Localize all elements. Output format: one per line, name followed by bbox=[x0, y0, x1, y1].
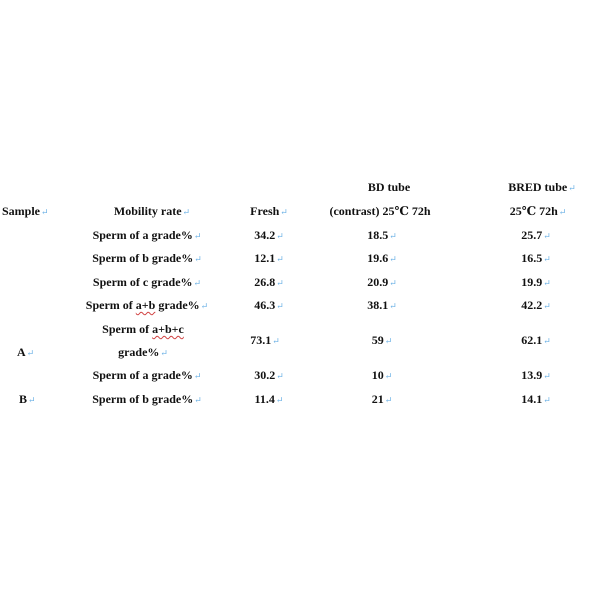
paragraph-mark-icon: ↵ bbox=[389, 254, 397, 264]
row-label: Sperm of a+b grade%↵ bbox=[85, 298, 209, 312]
row-label: Sperm of b grade%↵ bbox=[92, 392, 202, 406]
paragraph-mark-icon: ↵ bbox=[543, 336, 551, 346]
row-label-line2: grade%↵ bbox=[118, 345, 168, 359]
cell-fresh: 46.3↵ bbox=[254, 298, 284, 312]
paragraph-mark-icon: ↵ bbox=[272, 336, 280, 346]
paragraph-mark-icon: ↵ bbox=[276, 301, 284, 311]
paragraph-mark-icon: ↵ bbox=[41, 207, 49, 217]
paragraph-mark-icon: ↵ bbox=[276, 231, 284, 241]
row-label-line1: Sperm of a+b+c bbox=[102, 322, 184, 336]
cell-bred: 16.5↵ bbox=[521, 251, 551, 265]
paragraph-mark-icon: ↵ bbox=[568, 183, 576, 193]
header-bd-conditions: (contrast) 25℃ 72h bbox=[329, 204, 431, 218]
cell-bd: 38.1↵ bbox=[367, 298, 397, 312]
sample-label-b: B↵ bbox=[19, 392, 36, 406]
cell-bred: 25.7↵ bbox=[521, 228, 551, 242]
paragraph-mark-icon: ↵ bbox=[276, 254, 284, 264]
paragraph-mark-icon: ↵ bbox=[193, 371, 202, 381]
row-label: Sperm of a grade%↵ bbox=[92, 368, 202, 382]
cell-bred: 42.2↵ bbox=[521, 298, 551, 312]
cell-fresh: 26.8↵ bbox=[254, 275, 284, 289]
paragraph-mark-icon: ↵ bbox=[193, 231, 202, 241]
sample-label-a: A↵ bbox=[17, 345, 35, 359]
cell-fresh: 73.1↵ bbox=[250, 333, 280, 347]
cell-fresh: 30.2↵ bbox=[254, 368, 284, 382]
cell-fresh: 34.2↵ bbox=[254, 228, 284, 242]
cell-bd: 21↵ bbox=[371, 392, 393, 406]
header-sample: Sample↵ bbox=[2, 204, 49, 218]
paragraph-mark-icon: ↵ bbox=[276, 371, 284, 381]
paragraph-mark-icon: ↵ bbox=[194, 254, 202, 264]
paragraph-mark-icon: ↵ bbox=[543, 371, 551, 381]
cell-bd: 19.6↵ bbox=[367, 251, 397, 265]
cell-bd: 18.5↵ bbox=[367, 228, 397, 242]
paragraph-mark-icon: ↵ bbox=[160, 348, 168, 358]
header-bd-tube: BD tube bbox=[367, 180, 411, 194]
paragraph-mark-icon: ↵ bbox=[193, 278, 202, 288]
paragraph-mark-icon: ↵ bbox=[543, 254, 551, 264]
cell-fresh: 12.1↵ bbox=[254, 251, 284, 265]
paragraph-mark-icon: ↵ bbox=[276, 278, 284, 288]
paragraph-mark-icon: ↵ bbox=[28, 395, 36, 405]
row-label: Sperm of b grade%↵ bbox=[92, 251, 202, 265]
row-label: Sperm of c grade%↵ bbox=[92, 275, 202, 289]
paragraph-mark-icon: ↵ bbox=[384, 395, 393, 405]
cell-bred: 62.1↵ bbox=[521, 333, 551, 347]
paragraph-mark-icon: ↵ bbox=[275, 395, 284, 405]
row-label: Sperm of a grade%↵ bbox=[92, 228, 202, 242]
cell-bd: 59↵ bbox=[371, 333, 393, 347]
paragraph-mark-icon: ↵ bbox=[384, 336, 393, 346]
paragraph-mark-icon: ↵ bbox=[543, 395, 551, 405]
cell-bred: 13.9↵ bbox=[521, 368, 551, 382]
paragraph-mark-icon: ↵ bbox=[280, 207, 288, 217]
header-mobility-rate: Mobility rate↵ bbox=[113, 204, 191, 218]
paragraph-mark-icon: ↵ bbox=[389, 301, 397, 311]
cell-bred: 14.1↵ bbox=[521, 392, 551, 406]
cell-bd: 20.9↵ bbox=[367, 275, 397, 289]
cell-bd: 10↵ bbox=[371, 368, 393, 382]
paragraph-mark-icon: ↵ bbox=[389, 231, 397, 241]
header-bred-tube: BRED tube↵ bbox=[508, 180, 576, 194]
paragraph-mark-icon: ↵ bbox=[558, 207, 567, 217]
paragraph-mark-icon: ↵ bbox=[543, 278, 551, 288]
paragraph-mark-icon: ↵ bbox=[389, 278, 397, 288]
paragraph-mark-icon: ↵ bbox=[543, 301, 551, 311]
cell-bred: 19.9↵ bbox=[521, 275, 551, 289]
header-fresh: Fresh↵ bbox=[250, 204, 288, 218]
paragraph-mark-icon: ↵ bbox=[543, 231, 551, 241]
paragraph-mark-icon: ↵ bbox=[182, 207, 191, 217]
paragraph-mark-icon: ↵ bbox=[26, 348, 35, 358]
cell-fresh: 11.4↵ bbox=[254, 392, 284, 406]
paragraph-mark-icon: ↵ bbox=[384, 371, 393, 381]
paragraph-mark-icon: ↵ bbox=[200, 301, 209, 311]
header-bred-conditions: 25℃ 72h↵ bbox=[509, 204, 567, 218]
paragraph-mark-icon: ↵ bbox=[194, 395, 202, 405]
